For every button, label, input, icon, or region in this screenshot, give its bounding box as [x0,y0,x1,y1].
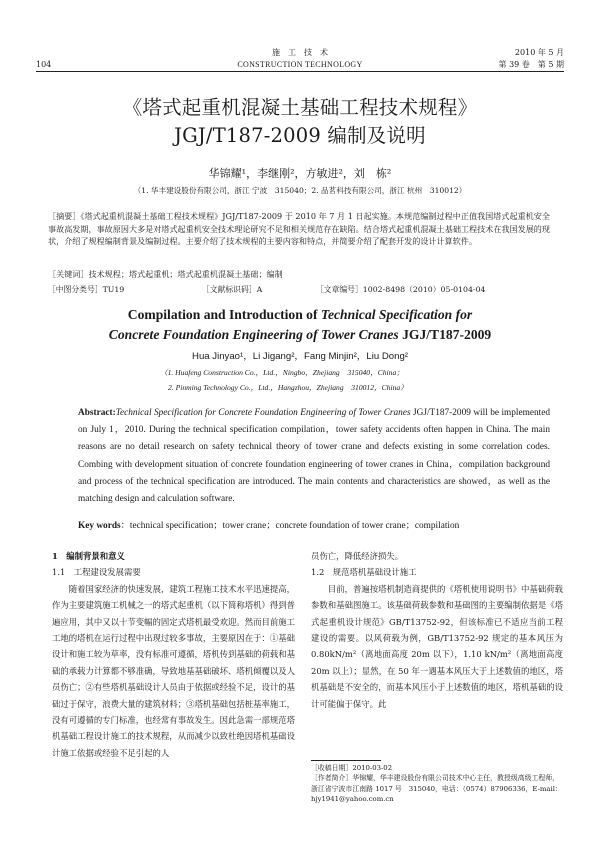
article-number: ［文章编号］1002-8498（2010）05-0104-04 [316,285,486,294]
abstract-cn-text: 《塔式起重机混凝土基础工程技术规程》JGJ/T187-2009 于 2010 年 7 月 1 日起实施。本规范编制过程中正值我国塔式起重机安全事故高发期，事故原因大多是对塔式起重机安全技术理论研究不足和相关规范存在缺陷。结合塔式起重机混凝土基础工程技术在我国发展的现状，介绍了规程编制背景及编制过程。主要介绍了技术规程的主要内容和特点，并简要介绍了配套开发的设计计算软件。 [48,211,550,247]
abstract-en-label: Abstract [78,408,113,418]
footnote-rule [311,760,381,761]
title-en-line2-plain: JGJ/T187-2009 [398,327,492,342]
title-cn-line1: 《塔式起重机混凝土基础工程技术规程》 [122,96,478,119]
keywords-cn [48,268,550,281]
abstract-en-text: JGJ/T187-2009 will be implemented on July 1，2010. During the technical specification compilation，tower safety accidents often happen in China. The main reasons are no detail research on safety technical theory of tower crane and defects existing in some correlation codes. Combing with development situation of concrete foundation engineering of tower cranes in China，compilation background and process of the technical specification are introduced. The main contents and characteristics are showed，as well as the matching design and calculation software. [78,408,550,505]
keywords-en-label: Key words [78,521,121,531]
clc-number: ［中图分类号］TU19 [48,285,125,294]
section-1-2-heading: 1.2 规范塔机基础设计施工 [311,567,417,578]
issue-volume: 第 39 卷 第 5 期 [498,60,564,69]
authors-en: Hua Jinyao¹，Li Jigang²，Fang Minjin²，Liu Dong² [192,351,408,362]
abstract-cn-label: ［摘要］ [48,211,81,221]
section-1-2-paragraph: 目前，普遍按塔机制造商提供的《塔机使用说明书》中基础荷载参数和基础图施工。该基础荷载参数和基础图的主要编制依据是《塔式起重机设计规范》GB/T13752-92，但该标准已不适应当前工程建设的需要。以风荷载为例，GB/T13752-92 规定的基本风压为 0.80kN/m²（离地面高度 20m 以下），1.10 kN/m²（离地面高度 20m 以上）；显然，在 50 年一遇基本风压大于上述数值的地区，塔机基础是不安全的，而基本风压小于上述数值的地区，塔机基础的设计可能偏于保守。此 [311,583,563,709]
keywords-en [78,518,550,535]
affiliation-en-line1: （1. Huafeng Construction Co.，Ltd.，Ningbo，Zhejiang 315040，China； [160,368,404,377]
body-left-column [52,548,295,761]
title-en-line2-italic: Concrete Foundation Engineering of Tower Cranes [108,327,399,342]
body-right-column [311,548,563,712]
abstract-en: Abstract:Technical Specification for Concrete Foundation Engineering of Tower Cranes JGJ/T187-2009 will be implemented on July 1，2010. During the technical specification compilation，tower safety accidents often happen in China. The main reasons are no detail research on safety technical theory of tower crane and defects existing in some correlation codes. Combing with development situation of concrete foundation engineering of tower cranes in China，compilation background and process of the technical specification are introduced. The main contents and characteristics are showed，as well as the matching design and calculation software. [78,408,550,505]
received-date: ［收稿日期］2010-03-02 [311,764,393,772]
abstract-en-italic: Technical Specification for Concrete Foundation Engineering of Tower Cranes [115,408,411,418]
header-rule [36,71,564,72]
journal-name-en: CONSTRUCTION TECHNOLOGY [237,60,363,69]
title-en-line1-italic: Technical Specification for [320,307,473,322]
keywords-cn-label: ［关键词］ [48,269,89,279]
keywords-en-text: ：technical specification；tower crane；concrete foundation of tower crane；compilation [120,521,460,531]
issue-date: 2010 年 5 月 [514,48,564,57]
abstract-cn [48,210,550,248]
affiliation-cn: （1. 华丰建设股份有限公司，浙江 宁波 315040；2. 品茗科技有限公司，浙江 杭州 310012） [133,186,467,195]
page-number: 104 [36,60,52,69]
section-1-heading: 1 编制背景和意义 [52,551,125,561]
keywords-cn-text: 技术规程；塔式起重机；塔式起重机混凝土基础；编制 [88,269,283,279]
document-code: ［文献标识码］A [202,285,263,294]
title-en-line1-plain: Compilation and Introduction of [127,307,321,322]
authors-cn: 华锦耀¹，李继刚²，方敏进²，刘 栋² [208,167,392,180]
title-cn-line2: JGJ/T187-2009 编制及说明 [174,124,426,147]
footnote [311,763,563,805]
journal-name-cn: 施 工 技 术 [272,48,328,57]
affiliation-en-line2: 2. Pinming Technology Co.，Ltd.，Hangzhou，Zhejiang 310012，China） [168,383,408,392]
author-bio: ［作者简介］华锦耀，华丰建设股份有限公司技术中心主任，教授级高级工程师，浙江省宁波市江南路 1017 号 315040，电话：（0574）87906336，E-mail：hjy1941@yahoo.com.cn [311,774,562,804]
section-1-1-paragraph: 随着国家经济的快速发展，建筑工程施工技术水平迅速提高，作为主要建筑施工机械之一的塔式起重机（以下简称塔机）得到普遍应用，其中又以十节变幅的固定式塔机最受欢迎。然而目前施工工地的塔机在运行过程中出现过较多事故，主要原因在于：①基础设计和施工较为草率，没有标准可遵循，塔机传到基础的荷载和基础的承载力计算都不够准确，导致地基基础破坏、塔机倾覆以及人员伤亡；②有些塔机基础设计人员由于依据或经验不足，设计的基础过于保守，浪费大量的建筑材料；③塔机基础包括桩基率施工，没有可遵循的专门标准，也经常有事故发生。因此急需一部规范塔机基础工程设计施工的技术规程，从而减少以致杜绝因塔机基础设计施工依据或经验不足引起的人 [52,583,295,758]
continued-text: 员伤亡，降低经济损失。 [311,551,404,561]
title-en-line2 [36,325,564,344]
title-en-line1 [36,305,564,324]
section-1-1-heading: 1.1 工程建设发展需要 [52,567,141,578]
